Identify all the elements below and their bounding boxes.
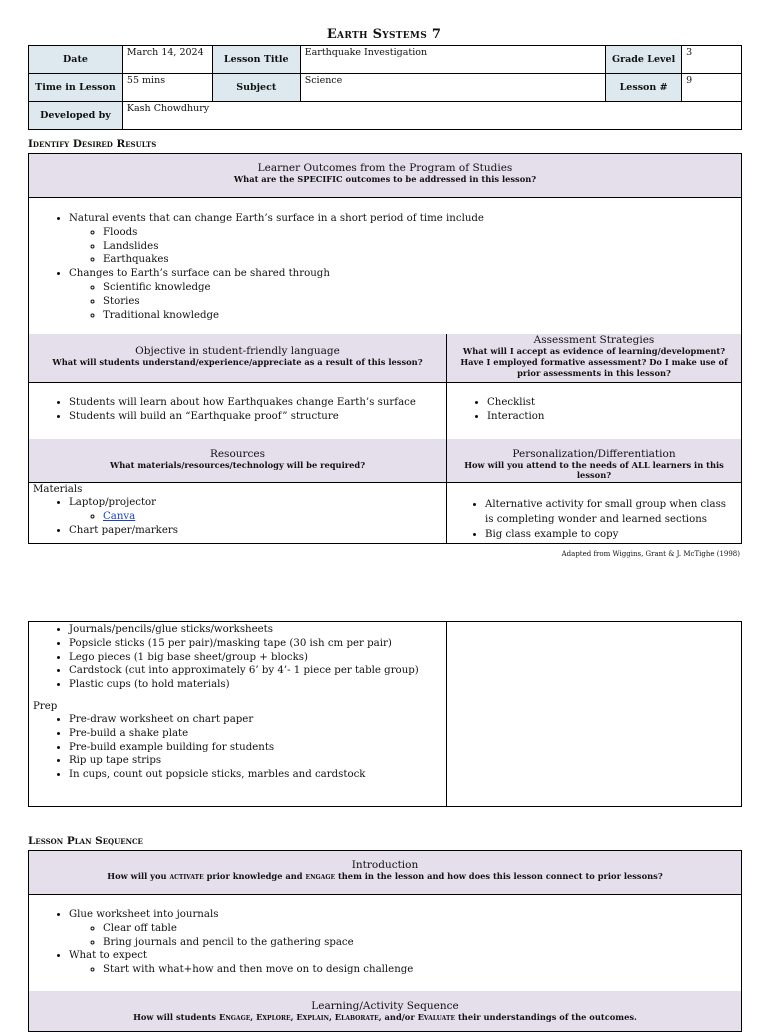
objective-header [29, 334, 446, 383]
time-value: 55 mins [122, 74, 212, 102]
list-item: • Lego pieces (1 big base sheet/group + blocks) [69, 651, 446, 665]
list-item: ◦ Stories [103, 295, 741, 309]
assessment-list [447, 396, 741, 424]
lesson-number-value: 9 [682, 74, 742, 102]
list-item: • Interaction [487, 410, 741, 424]
introduction-box [28, 850, 742, 993]
list-item: • Plastic cups (to hold materials) [69, 678, 446, 692]
materials-label: Materials [33, 484, 83, 495]
learning-sequence-header [29, 991, 741, 1031]
grade-level-value: 3 [682, 46, 742, 74]
list-item: • What to expect ◦ Start with what+how and then move on to design challenge [69, 949, 741, 977]
lesson-title-label: Lesson Title [212, 46, 300, 74]
list-item: ◦ Start with what+how and then move on to design challenge [103, 963, 741, 977]
list-item: • Popsicle sticks (15 per pair)/masking tape (30 ish cm per pair) [69, 637, 446, 651]
personalization-subheading: How will you attend to the needs of ALL learners in this lesson? [464, 460, 724, 480]
lesson-number-label: Lesson # [606, 74, 682, 102]
list-item: • Pre-draw worksheet on chart paper [69, 713, 446, 727]
canva-link[interactable]: Canva [103, 510, 136, 522]
list-item: • Pre-build a shake plate [69, 727, 446, 741]
assessment-subheading: What will I accept as evidence of learning/development? Have I employed formative assessment? Do I make use of prior assessments in this lesson? [460, 346, 728, 378]
resources-header [29, 439, 446, 483]
list-item: ◦ Scientific knowledge [103, 281, 741, 295]
list-item: • Checklist [487, 396, 741, 410]
prep-label: Prep [33, 700, 58, 712]
time-label: Time in Lesson [29, 74, 123, 102]
list-item: • Students will build an “Earthquake proof” structure [69, 410, 446, 424]
date-value: March 14, 2024 [122, 46, 212, 74]
outcomes-list [29, 198, 741, 322]
list-item: ◦ Floods [103, 226, 741, 240]
resources-subheading: What materials/resources/technology will be required? [109, 460, 366, 470]
objective-list [29, 396, 446, 424]
introduction-subheading: How will you activate prior knowledge and engage them in the lesson and how does this lesson connect to prior lessons? [107, 871, 663, 881]
assessment-heading: Assessment Strategies [533, 334, 655, 346]
objective-assessment-box [28, 334, 742, 440]
introduction-heading: Introduction [351, 859, 419, 871]
learning-sequence-subheading: How will students Engage, Explore, Explain, Elaborate, and/or Evaluate their understandings of the outcomes. [133, 1012, 637, 1022]
subject-label: Subject [212, 74, 300, 102]
list-item: ◦ Landslides [103, 240, 741, 254]
list-item: • Journals/pencils/glue sticks/worksheets [69, 623, 446, 637]
developed-by-label: Developed by [29, 102, 123, 130]
personalization-heading: Personalization/Differentiation [512, 448, 676, 460]
learning-sequence-box [28, 991, 742, 1032]
list-item: • Alternative activity for small group when class is completing wonder and learned sections [485, 497, 735, 527]
list-item: ◦ Traditional knowledge [103, 309, 741, 323]
objective-subheading: What will students understand/experience/appreciate as a result of this lesson? [52, 357, 423, 367]
list-item: • Glue worksheet into journals ◦ Clear off table ◦ Bring journals and pencil to the gathering space [69, 908, 741, 949]
personalization-header [447, 439, 741, 483]
list-item: • Chart paper/markers [69, 524, 446, 538]
developed-by-value: Kash Chowdhury [122, 102, 741, 130]
list-item: ◦ Clear off table [103, 922, 741, 936]
list-item: • Cardstock (cut into approximately 6’ by 4’- 1 piece per table group) [69, 664, 446, 678]
assessment-header [447, 334, 741, 383]
list-item: • Rip up tape strips [69, 754, 446, 768]
section-title-lesson-sequence: Lesson Plan Sequence [28, 835, 143, 847]
outcomes-header [29, 154, 741, 198]
subject-value: Science [300, 74, 605, 102]
list-item: ◦ Earthquakes [103, 253, 741, 267]
grade-level-label: Grade Level [606, 46, 682, 74]
section-title-desired-results: Identify Desired Results [28, 138, 157, 150]
introduction-header [29, 851, 741, 895]
personalization-list [447, 497, 741, 542]
list-item: ◦ Bring journals and pencil to the gathering space [103, 936, 741, 950]
resources-continued-box [28, 621, 742, 807]
learning-sequence-heading: Learning/Activity Sequence [311, 1000, 459, 1012]
outcomes-heading: Learner Outcomes from the Program of Studies [257, 162, 513, 174]
outcomes-subheading: What are the SPECIFIC outcomes to be addressed in this lesson? [233, 174, 537, 184]
list-item: • Students will learn about how Earthquakes change Earth’s surface [69, 396, 446, 410]
resources-continued-list [29, 623, 446, 782]
objective-heading: Objective in student-friendly language [135, 345, 340, 357]
introduction-list [29, 895, 741, 977]
list-item: • Laptop/projector ◦ Canva [69, 496, 446, 524]
resources-heading: Resources [209, 448, 266, 460]
list-item: • Natural events that can change Earth’s surface in a short period of time include ◦ Floods ◦ Landslides ◦ Earthquakes [69, 212, 741, 267]
document-title: Earth Systems 7 [326, 27, 442, 42]
outcomes-box [28, 153, 742, 336]
footnote: Adapted from Wiggins, Grant & J. McTighe (1998) [561, 550, 740, 558]
resources-box [28, 439, 742, 544]
date-label: Date [29, 46, 123, 74]
list-item: • Big class example to copy [485, 527, 735, 542]
list-item: • Changes to Earth’s surface can be shared through ◦ Scientific knowledge ◦ Stories ◦ Traditional knowledge [69, 267, 741, 322]
list-item: • Pre-build example building for students [69, 741, 446, 755]
resources-list [29, 483, 446, 537]
lesson-info-table [28, 45, 742, 130]
lesson-title-value: Earthquake Investigation [300, 46, 605, 74]
list-item: • In cups, count out popsicle sticks, marbles and cardstock [69, 768, 446, 782]
list-item [103, 510, 446, 524]
